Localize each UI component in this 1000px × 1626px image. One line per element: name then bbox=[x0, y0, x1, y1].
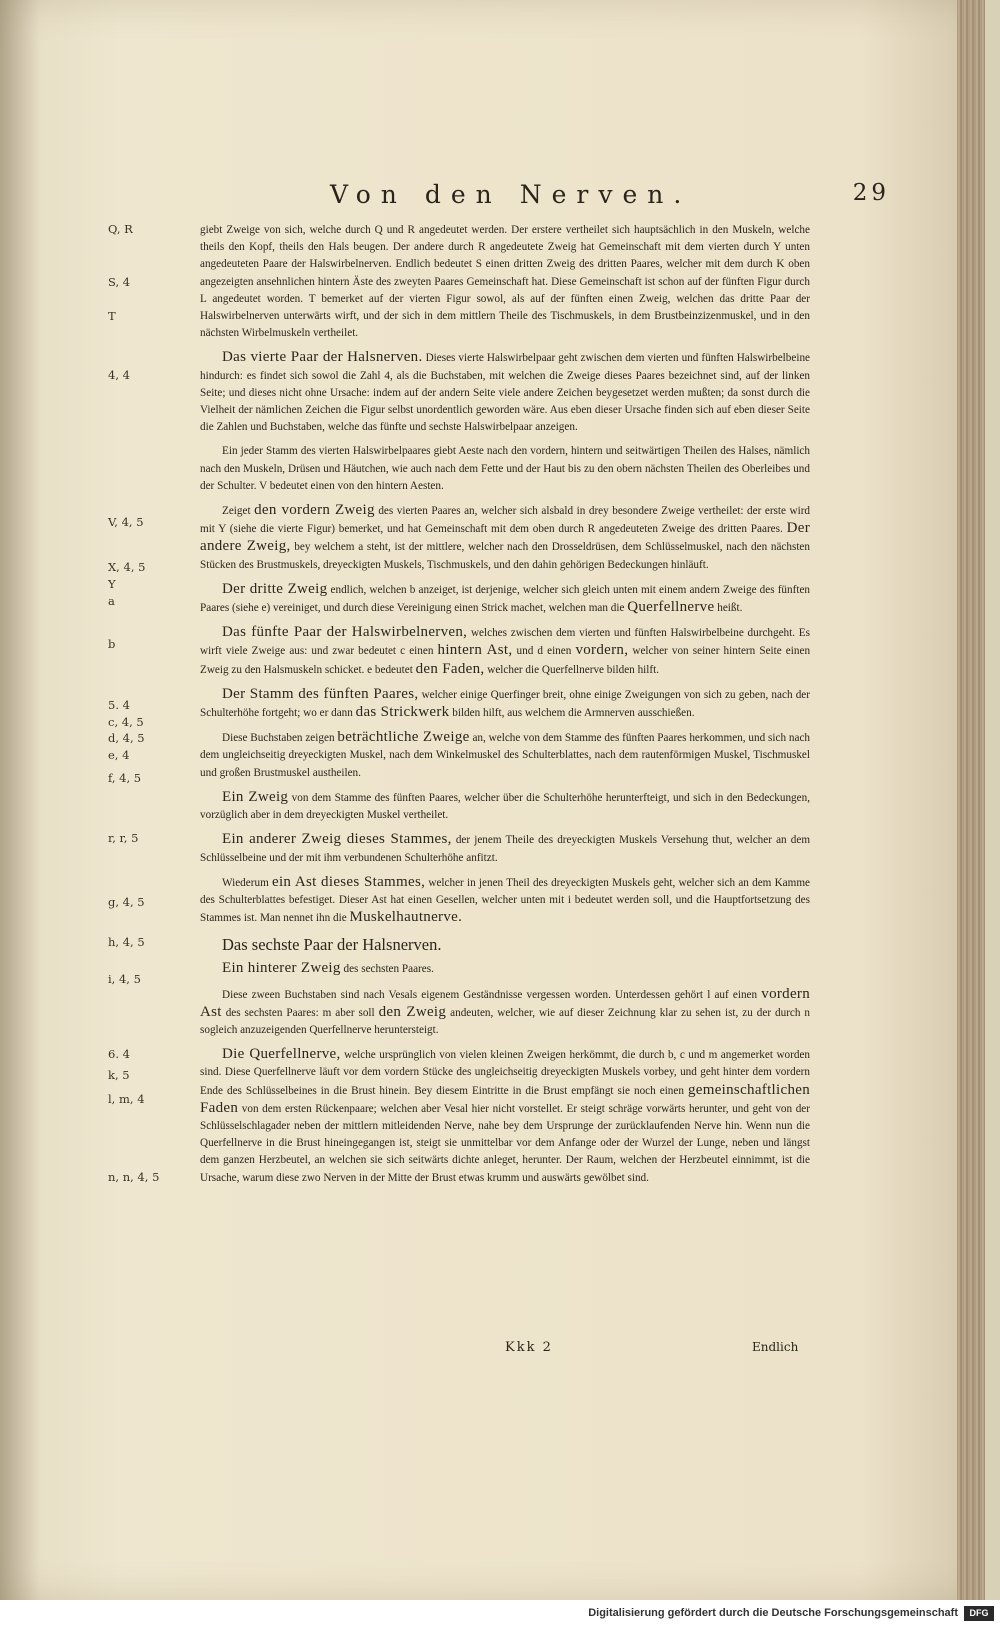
paragraph-text: des vierten Paares an, welcher sich alsbald in drey besondere Zweige vertheilet: der erste wird mit Y (siehe die vierte Figur) bemerket, und hat Gemeinschaft mit dem oben durch R angedeuteten Zweige des dritten Paares. bbox=[200, 505, 811, 536]
paragraph-text: andeuten, welcher, wie auf dieser Zeichnung klar zu sehen ist, zu der durch n sogleich anzuzeigenden Querfellnerve heruntersteigt. bbox=[200, 1006, 811, 1036]
paragraph-text: Ein jeder Stamm des vierten Halswirbelpaares giebt Aeste nach den vordern, hintern und seitwärtigen Theilen des Halses, nämlich nach den Muskeln, Drüsen und Häutchen, wie auch nach dem Fette und der Haut bis zu den obern nächsten Theilen des Oberleibes und der Schulter. V bedeutet einen von den hintern Aesten. bbox=[200, 445, 810, 492]
paragraph-text: Wiederum bbox=[222, 876, 269, 889]
inline-heading: ein Ast dieses Stammes, bbox=[271, 873, 426, 890]
page-number: 29 bbox=[852, 180, 890, 206]
inline-heading: Der dritte Zweig bbox=[222, 580, 328, 597]
paragraph-text: Diese zween Buchstaben sind nach Vesals eigenem Geständnisse vergessen worden. Unterdessen gehört l auf einen bbox=[222, 988, 758, 1001]
paragraph-text: heißt. bbox=[717, 602, 743, 615]
paragraph-text: welcher die Querfellnerve bilden hilft. bbox=[487, 663, 660, 676]
inline-heading: den vordern Zweig bbox=[254, 502, 375, 519]
catchword: Endlich bbox=[752, 1340, 799, 1354]
margin-label: 5. 4 bbox=[108, 698, 130, 712]
paragraph-text: von dem ersten Rückenpaare; welchen aber Vesal hier nicht vorstellet. Er steigt schräge vorwärts herunter, und geht von der Schlüsselschlagader neben der mittlern mitleidenden Nerve, nahe bey dem Ursprunge der zurücklaufenden Nerve hin. Wenn nun die Querfellnerve in die Brust hineingegangen ist, steigt sie unmittelbar vor dem Anfange oder der Wurzel der Lunge, neben und längst dem ganzen Herzbeutel, an welchen sie sich seitwärts dichte anleget, herunter. Der Raum, welchen der Herzbeutel einnimmt, ist die Ursache, warum diese zwo Nerven in der Mitte der Brust etwas krumm und auswärts gewölbet sind. bbox=[200, 1102, 810, 1184]
paragraph-text: des sechsten Paares: m aber soll bbox=[225, 1006, 375, 1019]
paragraph-text: endlich, welchen b anzeiget, ist derjenige, welcher sich gleich unten mit einem andern Zweige des fünften Paares (siehe e) vereiniget, und durch diese Vereinigung einen Strick machet, welchen man die bbox=[200, 583, 811, 615]
paragraph bbox=[200, 443, 810, 495]
margin-label: i, 4, 5 bbox=[108, 972, 141, 986]
paragraph-text: welche ursprünglich von vielen kleinen Zweigen herkömmt, die durch b, c und m angemerket worden sind. Diese Querfellnerve läuft vor dem vordern Stücke des ungleichseitig dreyeckigten Muskels vorbey, und geht hinter dem vordern Ende des Schlüsselbeines in die Brust hinein. Bey diesem Eintritte in die Brust empfängt sie noch einen bbox=[200, 1049, 811, 1097]
inline-heading: Ein Zweig bbox=[222, 788, 289, 805]
paragraph bbox=[200, 986, 810, 1040]
paragraph-text: bey welchem a steht, ist der mittlere, welcher nach den Drosseldrüsen, dem Schlüsselmuskel, nach den nächsten Stücken des Brustmuskels, dreyeckigten Muskels, Tischmuskels, und den dahin gehörigen Bedeckungen hinläuft. bbox=[200, 541, 810, 571]
margin-label: r, r, 5 bbox=[108, 831, 139, 845]
margin-label: h, 4, 5 bbox=[108, 935, 145, 949]
paragraph-text: welcher in jenen Theil des dreyeckigten Muskels geht, welcher sich an dem Kamme des Schulterblattes befestiget. Dieser Ast hat einen Gesellen, welcher unten mit i bedeutet werden soll, und die Hauptfortsetzung des Stammes ist. Man nennet ihn die bbox=[200, 876, 811, 925]
margin-label: Q, R bbox=[108, 222, 133, 236]
paragraph-text: der jenem Theile des dreyeckigten Muskels Versehung thut, welcher an dem Schlüsselbeine und der mit ihm verbundenen Schulterhöhe anfitzt. bbox=[200, 834, 811, 864]
inline-heading: vordern Ast bbox=[200, 985, 811, 1020]
paragraph-text: welches zwischen dem vierten und fünften Halswirbelbeine durchgeht. Es wirft viele Zweige aus: und zwar bedeutet c einen bbox=[200, 627, 810, 658]
paragraph bbox=[200, 960, 810, 978]
section-heading: Das vierte Paar der Halsnerven. bbox=[222, 349, 423, 366]
inline-heading: beträchtliche Zweige bbox=[337, 729, 470, 746]
paragraph bbox=[200, 502, 810, 574]
page-header bbox=[200, 180, 900, 220]
paragraph bbox=[200, 686, 810, 722]
margin-label: S, 4 bbox=[108, 275, 131, 289]
paragraph-text: welcher einige Querfinger breit, ohne einige Zweigungen von sich zu geben, nach der Schulterhöhe fortgeht; wo er dann bbox=[200, 688, 810, 720]
credit-text: Digitalisierung gefördert durch die Deutsche Forschungsgemeinschaft bbox=[588, 1607, 958, 1619]
paragraph-text: von dem Stamme des fünften Paares, welcher über die Schulterhöhe herunterfteigt, und sich in den Bedeckungen, vorzüglich aber in dem dreyeckigten Muskel vertheilet. bbox=[200, 791, 811, 822]
margin-label: c, 4, 5 bbox=[108, 715, 144, 729]
inline-heading: das Strickwerk bbox=[355, 704, 450, 721]
inline-heading: Der andere Zweig, bbox=[200, 520, 810, 555]
paragraph bbox=[200, 624, 810, 679]
margin-label: 6. 4 bbox=[108, 1047, 130, 1061]
inline-heading: Die Querfellnerve, bbox=[222, 1046, 341, 1063]
paragraph-text: Dieses vierte Halswirbelpaar geht zwischen dem vierten und fünften Halswirbelbeine hindurch: es findet sich sowol die Zahl 4, als die Buchstaben, mit welchen die Zweige dieses Paares bezeichnet sind, auf der linken Seite; und dieses nicht ohne Ursache: indem auf der andern Seite viele andere Zeichen beygesetzet werden mußten; da sonst durch die Vielheit der nämlichen Zeichen die Figur selbst unordentlich geworden wäre. Aus eben dieser Ursache finden sich auf eben dieser Seite die Zahlen und Buchstaben, welche das fünfte und sechste Halswirbelpaar anzeigen. bbox=[200, 352, 811, 434]
paragraph-text: und d einen bbox=[516, 645, 572, 658]
paragraph-text: Diese Buchstaben zeigen bbox=[222, 732, 335, 745]
margin-label: g, 4, 5 bbox=[108, 895, 145, 909]
body-text bbox=[200, 222, 810, 1194]
signature-mark: Kkk 2 bbox=[505, 1340, 553, 1355]
section-heading: Das sechste Paar der Halsnerven. bbox=[222, 935, 442, 955]
inline-heading: hintern Ast, bbox=[437, 642, 513, 659]
margin-label: d, 4, 5 bbox=[108, 731, 145, 745]
paragraph bbox=[200, 729, 810, 782]
inline-heading: den Zweig bbox=[378, 1003, 447, 1020]
paragraph-text: bilden hilft, aus welchem die Armnerven ausschießen. bbox=[452, 707, 695, 720]
margin-label: e, 4 bbox=[108, 748, 130, 762]
inline-heading: Ein hinterer Zweig bbox=[222, 960, 341, 977]
running-title: Von den Nerven. bbox=[330, 180, 692, 209]
margin-label: b bbox=[108, 637, 116, 651]
page-edge bbox=[957, 0, 985, 1600]
margin-label: a bbox=[108, 594, 115, 608]
inline-heading: den Faden, bbox=[415, 660, 485, 677]
paragraph-text: Zeiget bbox=[222, 505, 251, 518]
paragraph bbox=[200, 874, 810, 928]
inline-heading: vordern, bbox=[575, 642, 629, 659]
margin-label: X, 4, 5 bbox=[108, 560, 146, 574]
margin-label: k, 5 bbox=[108, 1068, 130, 1082]
paragraph bbox=[200, 789, 810, 824]
inline-heading: Muskelhautnerve. bbox=[349, 909, 463, 926]
margin-label: T bbox=[108, 309, 116, 323]
section-heading: Das fünfte Paar der Halswirbelnerven, bbox=[222, 624, 468, 641]
margin-label: l, m, 4 bbox=[108, 1092, 145, 1106]
inline-heading: gemeinschaftlichen Faden bbox=[200, 1081, 811, 1116]
paragraph bbox=[200, 831, 810, 866]
margin-label: V, 4, 5 bbox=[108, 515, 144, 529]
digitization-credit-bar bbox=[0, 1600, 1000, 1626]
inline-heading: Der Stamm des fünften Paares, bbox=[222, 685, 419, 702]
paragraph bbox=[200, 581, 810, 617]
margin-label: n, n, 4, 5 bbox=[108, 1170, 160, 1184]
paragraph-text: giebt Zweige von sich, welche durch Q und R angedeutet werden. Der erstere vertheilet sich hauptsächlich in den Muskeln, welche theils den Kopf, theils den Hals beugen. Der andere durch R angedeutete Zweig hat Gemeinschaft mit dem vierten durch Y unten angedeuteten Paare der Halswirbelnerven. Endlich bedeutet S einen dritten Zweig des dritten Paares, welcher mit dem durch K oben angezeigten ansehnlichen hintern Äste des zweyten Paares Gemeinschaft hat. Diese Gemeinschaft ist schon auf der fünften Figur durch L angedeutet worden. T bemerket auf der vierten Figur sowol, als auf der fünften einen Zweig, welchen das dritte Paar der Halswirbelnerven unterwärts wirft, und der sich in dem mittlern Theile des Tischmuskels, in dem Brustbeinzizenmuskel, und in den nächsten Wirbelmuskeln vertheilet. bbox=[200, 224, 810, 340]
paragraph-text: an, welche von dem Stamme des fünften Paares herkommen, und sich nach dem ungleichseitig dreyeckigten Muskel, nach dem Winkelmuskel des Schulterblattes, nach dem rautenförmigen Muskel, Tischmuskel und großen Brustmuskel austheilen. bbox=[200, 732, 811, 779]
paragraph bbox=[200, 349, 810, 436]
inline-heading: Querfellnerve bbox=[627, 599, 715, 616]
margin-label: 4, 4 bbox=[108, 368, 130, 382]
paragraph-text: welcher von seiner hintern Seite einen Zweig zu den Halsmuskeln schicket. e bedeutet bbox=[200, 645, 811, 676]
margin-label: f, 4, 5 bbox=[108, 771, 142, 785]
inline-heading: Ein anderer Zweig dieses Stammes, bbox=[222, 831, 452, 848]
dfg-logo: DFG bbox=[964, 1606, 994, 1621]
paragraph bbox=[200, 1046, 810, 1187]
paragraph-text: des sechsten Paares. bbox=[343, 963, 434, 976]
margin-label: Y bbox=[108, 577, 116, 591]
paragraph bbox=[200, 222, 810, 342]
